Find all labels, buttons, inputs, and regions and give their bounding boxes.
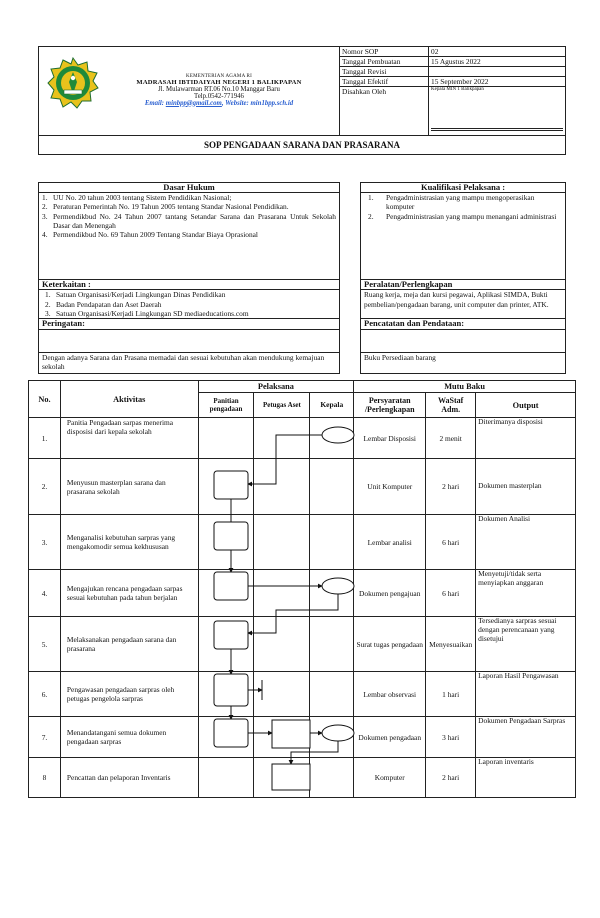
row-waktu: Menyesuaikan xyxy=(426,617,476,672)
row-output: Diterimanya disposisi xyxy=(476,418,576,459)
row-output: Laporan inventaris xyxy=(476,758,576,798)
row-output: Laporan Hasil Pengawasan xyxy=(476,672,576,717)
row-aktivitas: Menganalisi kebutuhan sarpras yang mengakomodir semua kekhususan xyxy=(60,515,198,570)
institution-cell xyxy=(39,47,340,136)
row-no: 7. xyxy=(29,717,61,758)
row-aktivitas: Pencattan dan pelaporan Inventaris xyxy=(60,758,198,798)
meta-value-4 xyxy=(429,87,566,136)
row-persyaratan: Surat tugas pengadaan xyxy=(354,617,426,672)
meta-label-1: Tanggal Pembuatan xyxy=(340,57,429,67)
email-link[interactable]: minbpp@gmail.com xyxy=(165,99,222,107)
procedure-table xyxy=(28,380,576,798)
col-no: No. xyxy=(29,381,61,418)
row-aktivitas: Melaksanakan pengadaan sarana dan prasarana xyxy=(60,617,198,672)
row-no: 1. xyxy=(29,418,61,459)
peralatan-text: Ruang kerja, meja dan kursi pegawai, Aplikasi SIMDA, Bukti pembelian/pengadaan barang, unit computer dan printer, ATK. xyxy=(361,290,566,319)
row-persyaratan: Lembar observasi xyxy=(354,672,426,717)
col-pelaksana: Pelaksana xyxy=(198,381,354,393)
table-row xyxy=(29,515,576,570)
list-item: 4. Permendikbud No. 69 Tahun 2009 Tentang Standar Biaya Oprasional xyxy=(42,230,258,240)
kualifikasi-table xyxy=(360,182,566,374)
meta-label-0: Nomor SOP xyxy=(340,47,429,57)
meta-value-3: 15 September 2022 xyxy=(429,77,566,87)
signature-line xyxy=(431,128,563,129)
school-contact xyxy=(101,100,337,107)
row-waktu: 1 hari xyxy=(426,672,476,717)
row-no: 2. xyxy=(29,459,61,515)
row-output: Dokumen masterplan xyxy=(476,459,576,515)
row-no: 4. xyxy=(29,570,61,617)
dasar-hukum-list xyxy=(42,193,336,239)
dasar-hukum-heading: Dasar Hukum xyxy=(39,183,340,193)
row-persyaratan: Dokumen pengadaan xyxy=(354,717,426,758)
row-output: Dokumen Pengadaan Sarpras xyxy=(476,717,576,758)
sop-title: SOP PENGADAAN SARANA DAN PRASARANA xyxy=(39,136,566,155)
table-row xyxy=(29,758,576,798)
keterkaitan-heading: Keterkaitan : xyxy=(39,280,340,290)
row-persyaratan: Lembar analisi xyxy=(354,515,426,570)
row-output: Menyetuji/tidak serta menyiapkan anggaran xyxy=(476,570,576,617)
header-table xyxy=(38,46,566,155)
table-row xyxy=(29,459,576,515)
meta-label-3: Tanggal Efektif xyxy=(340,77,429,87)
row-waktu: 3 hari xyxy=(426,717,476,758)
meta-value-1: 15 Agustus 2022 xyxy=(429,57,566,67)
pencatatan-text: Buku Persediaan barang xyxy=(361,352,566,373)
row-no: 8 xyxy=(29,758,61,798)
signature-line-2 xyxy=(431,130,563,131)
list-item: 2. Peraturan Pemerintah No. 19 Tahun 2005 tentang Standar Nasional Pendidikan. xyxy=(42,202,289,212)
list-item: 3. Permendikbud No. 24 Tahun 2007 tantang Setandar Sarana dan Prasarana Untuk Sekolah Dasar dan Menengah xyxy=(42,211,336,230)
school-name: MADRASAH IBTIDAIYAH NEGERI 1 BALIKPAPAN xyxy=(136,78,302,86)
meta-label-4: Disahkan Oleh xyxy=(340,87,429,136)
row-output: Tersedianya sarpras sesuai dengan perencanaan yang disetujui xyxy=(476,617,576,672)
row-no: 3. xyxy=(29,515,61,570)
dasar-hukum-table xyxy=(38,182,340,374)
col-persyaratan: Persyaratan /Perlengkapan xyxy=(354,393,426,418)
meta-label-2: Tanggal Revisi xyxy=(340,67,429,77)
table-row xyxy=(29,570,576,617)
kualifikasi-list xyxy=(364,193,562,221)
list-item: 1. Pengadministrasian yang mampu mengoperasikan komputer xyxy=(368,193,535,212)
website-text: , Website: min1bpp.sch.id xyxy=(221,99,294,107)
kualifikasi-heading: Kualifikasi Pelaksana : xyxy=(361,183,566,193)
pencatatan-heading: Pencatatan dan Pendataan: xyxy=(361,319,566,329)
meta-value-0: 02 xyxy=(429,47,566,57)
row-aktivitas: Menyusun masterplan sarana dan prasarana sekolah xyxy=(60,459,198,515)
row-no: 5. xyxy=(29,617,61,672)
list-item: 3. Satuan Organisasi/Kerjadi Lingkungan SD mediaeducations.com xyxy=(45,308,249,318)
row-waktu: 2 hari xyxy=(426,758,476,798)
row-aktivitas: Pengawasan pengadaan sarpras oleh petugas pengelola sarpras xyxy=(60,672,198,717)
col-waktu: WaStaf Adm. xyxy=(426,393,476,418)
col-panitia: Panitian pengadaan xyxy=(198,393,254,418)
col-petugas: Petugas Aset xyxy=(254,393,310,418)
row-aktivitas: Panitia Pengadaan sarpas menerima disposisi dari kepala sekolah xyxy=(60,418,198,459)
row-aktivitas: Menandatangani semua dokumen pengadaan sarpras xyxy=(60,717,198,758)
peralatan-heading: Peralatan/Perlengkapan xyxy=(361,280,566,290)
school-address: Jl. Mulawarman RT.06 No.10 Manggar Baru xyxy=(158,85,280,93)
row-persyaratan: Lembar Disposisi xyxy=(354,418,426,459)
meta-value-2 xyxy=(429,67,566,77)
table-row xyxy=(29,717,576,758)
row-no: 6. xyxy=(29,672,61,717)
school-phone: Telp.0542-771946 xyxy=(194,92,244,100)
col-kepala: Kepala xyxy=(310,393,354,418)
list-item: 1. Satuan Organisasi/Kerjadi Lingkungan Dinas Pendidikan xyxy=(45,290,226,300)
row-waktu: 2 hari xyxy=(426,459,476,515)
row-aktivitas: Mengajukan rencana pengadaan sarpas sesuai kebutuhan pada tahun berjalan xyxy=(60,570,198,617)
list-item: 2. Badan Pendapatan dan Aset Daerah xyxy=(45,299,162,309)
row-waktu: 6 hari xyxy=(426,515,476,570)
col-output: Output xyxy=(476,393,576,418)
peringatan-text: Dengan adanya Sarana dan Prasana memadai dan sesuai kebutuhan akan mendukung kemajuan sekolah xyxy=(39,352,340,373)
row-persyaratan: Unit Komputer xyxy=(354,459,426,515)
peringatan-heading: Peringatan: xyxy=(39,319,340,329)
col-mutu-baku: Mutu Baku xyxy=(354,381,576,393)
approver-name: Kepala MIN 1 Balikpapan xyxy=(431,87,484,92)
row-persyaratan: Komputer xyxy=(354,758,426,798)
ministry-name: KEMENTERIAN AGAMA RI xyxy=(186,73,252,79)
list-item: 2. Pengadministrasian yang mampu menangani administrasi xyxy=(368,211,557,221)
table-row xyxy=(29,418,576,459)
col-aktivitas: Aktivitas xyxy=(60,381,198,418)
email-label: Email: xyxy=(144,99,166,107)
list-item: 1. UU No. 20 tahun 2003 tentang Sistem Pendidikan Nasional; xyxy=(42,193,232,203)
keterkaitan-list xyxy=(42,290,336,318)
table-row xyxy=(29,617,576,672)
row-output: Dokumen Analisi xyxy=(476,515,576,570)
row-waktu: 6 hari xyxy=(426,570,476,617)
row-waktu: 2 menit xyxy=(426,418,476,459)
row-persyaratan: Dokumen pengajuan xyxy=(354,570,426,617)
table-row xyxy=(29,672,576,717)
